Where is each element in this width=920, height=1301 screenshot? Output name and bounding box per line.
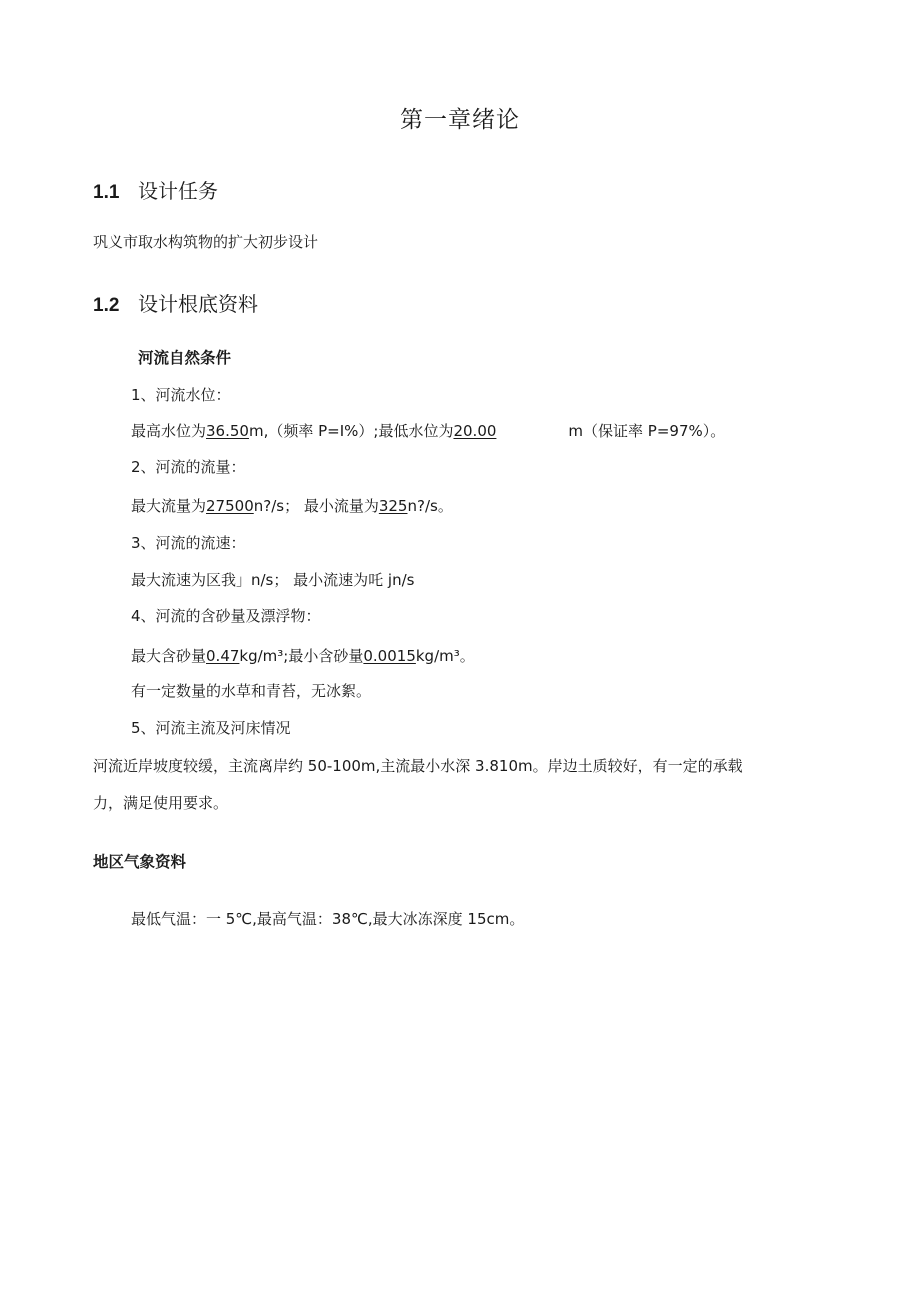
river-conditions-heading: 河流自然条件 (138, 349, 232, 367)
text-segment: m,（频率 P=I%）;最低水位为 (248, 422, 454, 440)
text-segment: n?/s； 最小流量为 (253, 497, 379, 515)
text-segment: kg∕m³;最小含砂量 (239, 647, 364, 665)
water-level-text (131, 420, 725, 441)
section-1-1-heading (93, 175, 218, 204)
min-flow-value: 325 (378, 497, 408, 515)
section-title: 设计根底资料 (138, 292, 258, 316)
text-segment: 最大流量为 (131, 497, 207, 515)
max-flow-value: 27500 (206, 497, 254, 515)
text-segment: 最大含砂量 (131, 647, 207, 665)
flow-text (131, 495, 453, 516)
text-segment: kg∕m³。 (415, 647, 475, 665)
design-task-text: 巩义市取水构筑物的扩大初步设计 (93, 233, 319, 251)
climate-heading: 地区气象资料 (93, 853, 187, 871)
text-segment: n?/s。 (407, 497, 453, 515)
floating-matter-text: 有一定数量的水草和青苔，无冰絮。 (131, 682, 372, 700)
max-water-level-value: 36.50 (206, 422, 249, 440)
velocity-text: 最大流速为区我」n/s； 最小流速为吒 jn/s (131, 571, 415, 589)
text-segment: 最高水位为 (131, 422, 207, 440)
min-sediment-value: 0.0015 (363, 647, 416, 665)
min-water-level-value: 20.00 (453, 422, 497, 440)
flow-label: 2、河流的流量： (131, 458, 246, 476)
section-1-2-heading (93, 288, 258, 317)
main-stream-label: 5、河流主流及河床情况 (131, 719, 291, 737)
max-sediment-value: 0.47 (206, 647, 240, 665)
sediment-label: 4、河流的含砂量及漂浮物： (131, 607, 321, 625)
chapter-title: 第一章绪论 (400, 107, 520, 133)
water-level-label: 1、河流水位： (131, 386, 231, 404)
main-stream-text-line2: 力，满足使用要求。 (93, 794, 229, 812)
velocity-label: 3、河流的流速： (131, 534, 246, 552)
section-number: 1.1 (93, 182, 120, 203)
section-number: 1.2 (93, 295, 120, 316)
main-stream-text-line1: 河流近岸坡度较缓，主流离岸约 50-100m,主流最小水深 3.810m。岸边土质较好，有一定的承载 (93, 757, 743, 775)
text-segment: m（保证率 P=97%）。 (568, 422, 726, 440)
climate-text: 最低气温：一 5℃,最高气温：38℃,最大冰冻深度 15cm。 (131, 910, 525, 928)
sediment-text (131, 645, 475, 666)
section-title: 设计任务 (138, 179, 218, 203)
